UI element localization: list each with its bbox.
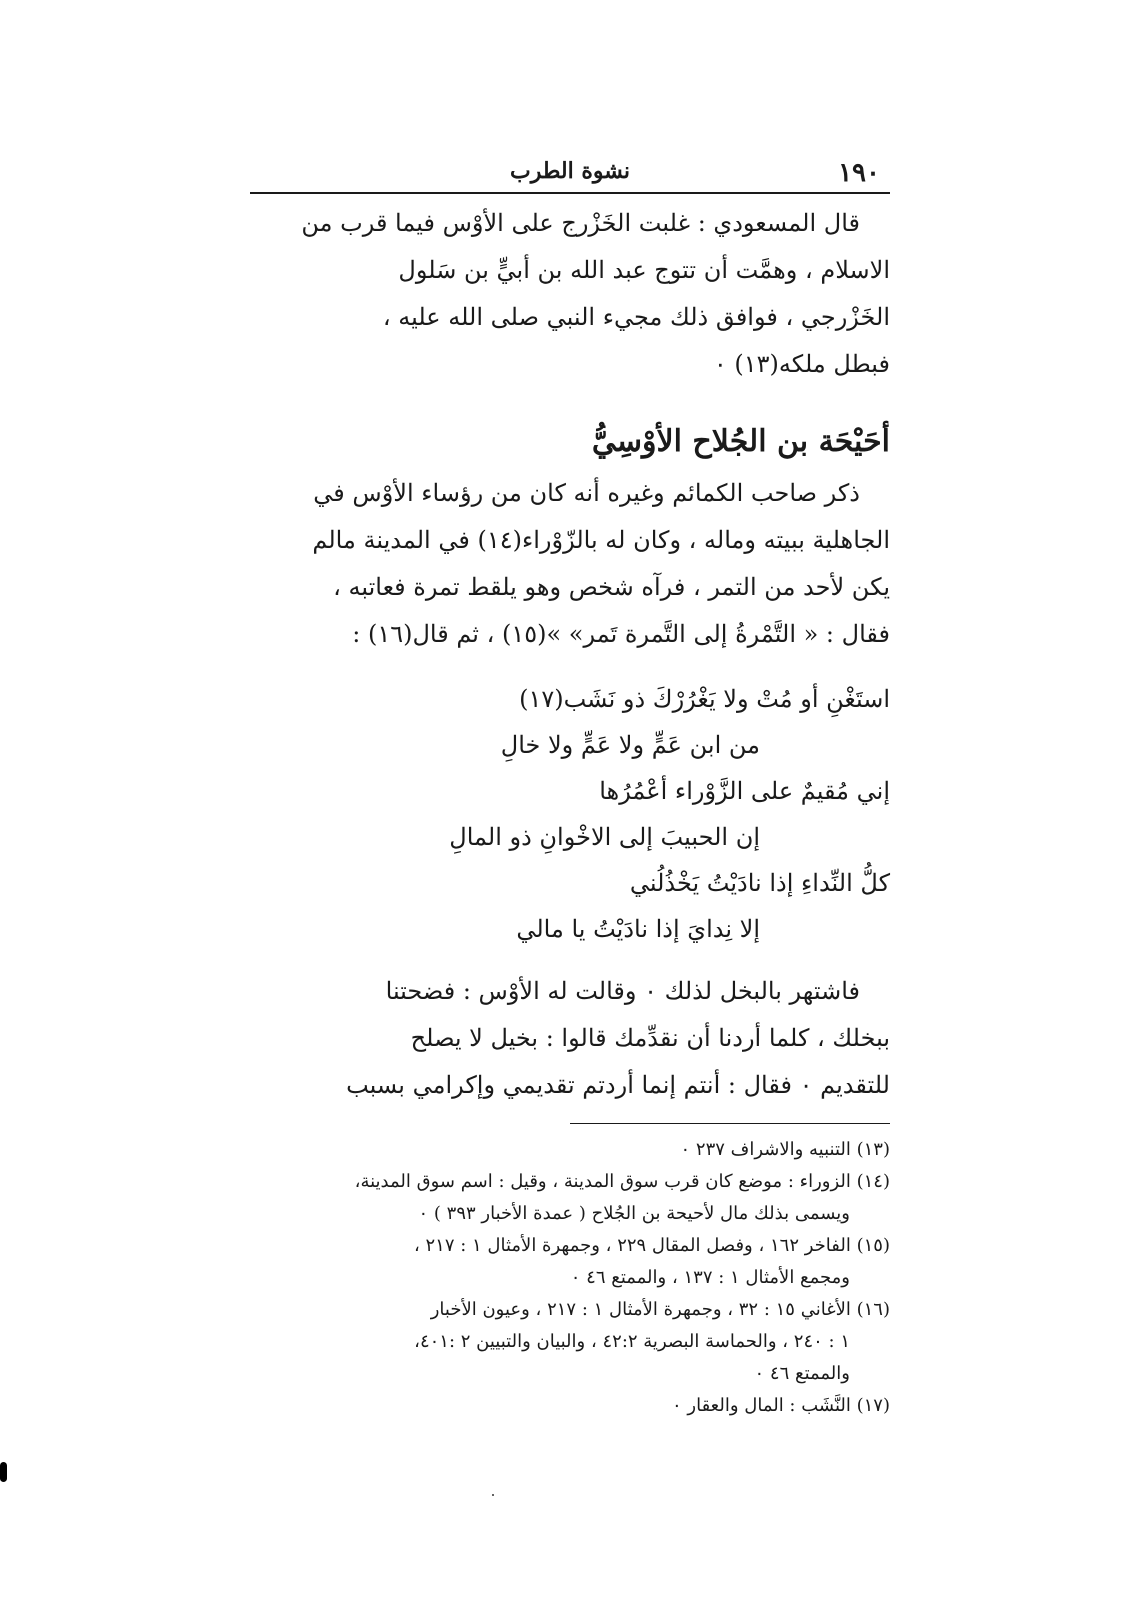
page-number: ١٩٠: [838, 158, 880, 188]
poem-line: من ابن عَمٍّ ولا عَمٍّ ولا خالِ: [500, 731, 760, 759]
paragraph-masudi: [250, 200, 890, 388]
footnote-line: والممتع ٤٦ ٠: [754, 1363, 850, 1384]
footnote-line: (١٤) الزوراء : موضع كان قرب سوق المدينة ، وقيل : اسم سوق المدينة،: [354, 1171, 890, 1192]
header-rule: [250, 192, 890, 194]
text-line: للتقديم ٠ فقال : أنتم إنما أردتم تقديمي وإكرامي بسبب: [346, 1071, 890, 1099]
footnote-line: (١٥) الفاخر ١٦٢ ، وفصل المقال ٢٢٩ ، وجمهرة الأمثال ١ : ٢١٧ ،: [413, 1235, 890, 1256]
footnote-line: ويسمى بذلك مال لأحيحة بن الجُلاح ( عمدة الأخبار ٣٩٣ ) ٠: [418, 1203, 850, 1224]
poem-line: إلا نِدايَ إذا نادَيْتُ يا مالي: [516, 915, 760, 943]
poem: [250, 676, 890, 952]
text-line: يكن لأحد من التمر ، فرآه شخص وهو يلقط تمرة فعاتبه ،: [333, 573, 890, 601]
text-line: فبطل ملكه(١٣) ٠: [713, 350, 890, 378]
poem-line: كلُّ النِّداءِ إذا نادَيْتُ يَخْذُلُني: [629, 869, 890, 897]
scan-edge-mark: [0, 1462, 7, 1482]
footnote-line: ومجمع الأمثال ١ : ١٣٧ ، والممتع ٤٦ ٠: [570, 1267, 850, 1288]
footnote-17: [250, 1390, 890, 1422]
running-title: نشوة الطرب: [509, 158, 630, 184]
text-line: الخَزْرجي ، فوافق ذلك مجيء النبي صلى الله عليه ،: [382, 303, 890, 331]
text-line: قال المسعودي : غلبت الخَزْرج على الأوْس فيما قرب من: [301, 209, 860, 237]
footnote-line: (١٣) التنبيه والاشراف ٢٣٧ ٠: [680, 1139, 890, 1160]
text-line: فاشتهر بالبخل لذلك ٠ وقالت له الأوْس : فضحتنا: [385, 977, 860, 1005]
paragraph-uhayha: [250, 470, 890, 658]
footnote-line: (١٦) الأغاني ١٥ : ٣٢ ، وجمهرة الأمثال ١ : ٢١٧ ، وعيون الأخبار: [430, 1299, 890, 1320]
text-line: الاسلام ، وهمَّت أن تتوج عبد الله بن أبيٍّ بن سَلول: [398, 256, 890, 284]
footnote-14: [250, 1166, 890, 1230]
poem-line: استَغْنِ أو مُتْ ولا يَغْرُرْكَ ذو نَشَب(١٧): [519, 685, 890, 713]
footnote-16: [250, 1294, 890, 1390]
footnote-line: ١ : ٢٤٠ ، والحماسة البصرية ٤٢:٢ ، والبيان والتبيين ٢ :٤٠١،: [414, 1331, 850, 1352]
section-title: أحَيْحَة بن الجُلاح الأوْسِيُّ: [591, 424, 890, 459]
footnote-line: (١٧) النَّشَب : المال والعقار ٠: [672, 1395, 890, 1416]
page-header: [250, 150, 890, 192]
text-line: ذكر صاحب الكمائم وغيره أنه كان من رؤساء الأوْس في: [313, 479, 860, 507]
text-line: ببخلك ، كلما أردنا أن نقدِّمك قالوا : بخيل لا يصلح: [410, 1024, 890, 1052]
poem-line: إن الحبيبَ إلى الاخْوانِ ذو المالِ: [449, 823, 760, 851]
book-page: [250, 150, 890, 1422]
text-line: الجاهلية ببيته وماله ، وكان له بالزّوْراء(١٤) في المدينة مالم: [312, 526, 890, 554]
paragraph-stinginess: [250, 968, 890, 1109]
footnote-15: [250, 1230, 890, 1294]
poem-line: إني مُقيمٌ على الزَّوْراء أعْمُرُها: [599, 777, 890, 805]
footnotes: [250, 1134, 890, 1422]
footnote-13: [250, 1134, 890, 1166]
footnotes-rule: [570, 1123, 890, 1124]
text-line: فقال : « التَّمْرةُ إلى التَّمرة تَمر» »(١٥) ، ثم قال(١٦) :: [352, 620, 890, 648]
scan-speck: [492, 1494, 494, 1496]
